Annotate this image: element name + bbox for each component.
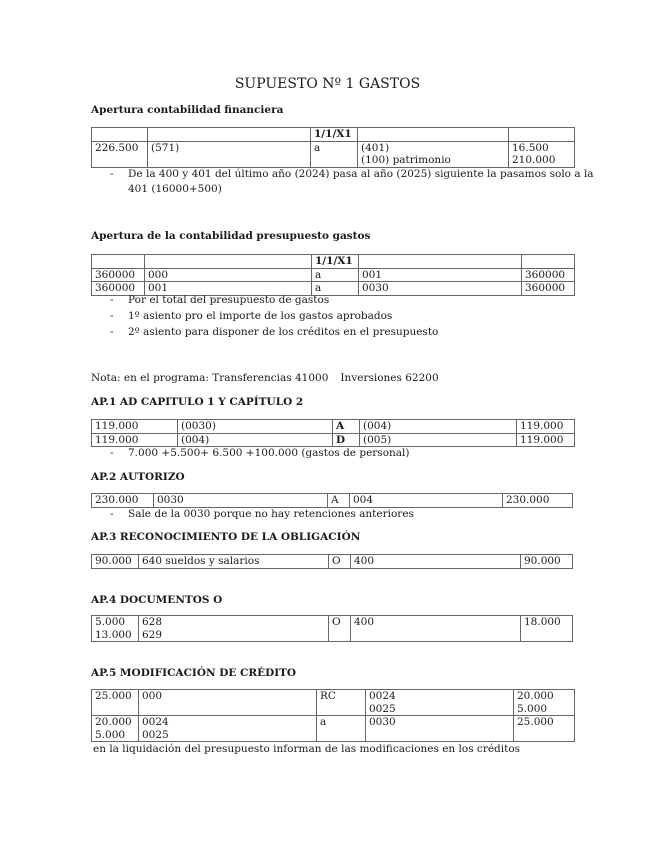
section-heading-ap1: AP.1 AD CAPITULO 1 Y CAPÍTULO 2 bbox=[91, 396, 304, 408]
entry-sign: a bbox=[311, 141, 358, 167]
debit-account: (571) bbox=[148, 141, 311, 167]
journal-table-ap2 bbox=[91, 493, 573, 508]
journal-table-apertura-presupuesto bbox=[91, 254, 575, 296]
closing-note: en la liquidación del presupuesto informan de las modificaciones en los créditos bbox=[93, 743, 521, 755]
entry-date: 1/1/X1 bbox=[311, 128, 358, 142]
journal-table-ap4 bbox=[91, 615, 573, 642]
section-heading-ap5: AP.5 MODIFICACIÓN DE CRÉDITO bbox=[91, 667, 297, 679]
table-row bbox=[92, 128, 575, 142]
table-row: 90.000 640 sueldos y salarios O 400 90.000 bbox=[92, 555, 573, 569]
journal-table-ap5 bbox=[91, 689, 575, 742]
table-row: 119.000 (0030) A (004) 119.000 bbox=[92, 420, 575, 434]
table-row: 119.000 (004) D (005) 119.000 bbox=[92, 433, 575, 447]
document-title: SUPUESTO Nº 1 GASTOS bbox=[234, 76, 421, 92]
credit-accounts: (401) (100) patrimonio bbox=[358, 141, 509, 167]
section-heading-apertura-financiera: Apertura contabilidad financiera bbox=[91, 104, 284, 116]
table-row: 360000 001 a 0030 360000 bbox=[92, 282, 575, 296]
section-heading-ap3: AP.3 RECONOCIMIENTO DE LA OBLIGACIÓN bbox=[91, 531, 361, 543]
table-row bbox=[92, 255, 575, 269]
journal-table-ap3 bbox=[91, 554, 573, 569]
table-row: 5.000 13.000 628 629 O 400 18.000 bbox=[92, 616, 573, 642]
program-note: Nota: en el programa: Transferencias 41000 Inversiones 62200 bbox=[91, 372, 439, 384]
journal-table-apertura-financiera bbox=[91, 127, 575, 168]
credit-amounts: 16.500 210.000 bbox=[509, 141, 575, 167]
section-heading-apertura-presupuesto: Apertura de la contabilidad presupuesto gastos bbox=[91, 230, 371, 242]
entry-date: 1/1/X1 bbox=[312, 255, 359, 269]
section-heading-ap4: AP.4 DOCUMENTOS O bbox=[91, 594, 223, 606]
debit-amount: 226.500 bbox=[92, 141, 148, 167]
journal-table-ap1 bbox=[91, 419, 575, 447]
table-row: 25.000 000 RC 0024 0025 20.000 5.000 bbox=[92, 690, 575, 716]
list-item-continuation: 401 (16000+500) bbox=[128, 183, 222, 195]
section-heading-ap2: AP.2 AUTORIZO bbox=[91, 471, 185, 483]
table-row: 360000 000 a 001 360000 bbox=[92, 268, 575, 282]
table-row: 20.000 5.000 0024 0025 a 0030 25.000 bbox=[92, 716, 575, 742]
table-row bbox=[92, 141, 575, 167]
table-row: 230.000 0030 A 004 230.000 bbox=[92, 494, 573, 508]
